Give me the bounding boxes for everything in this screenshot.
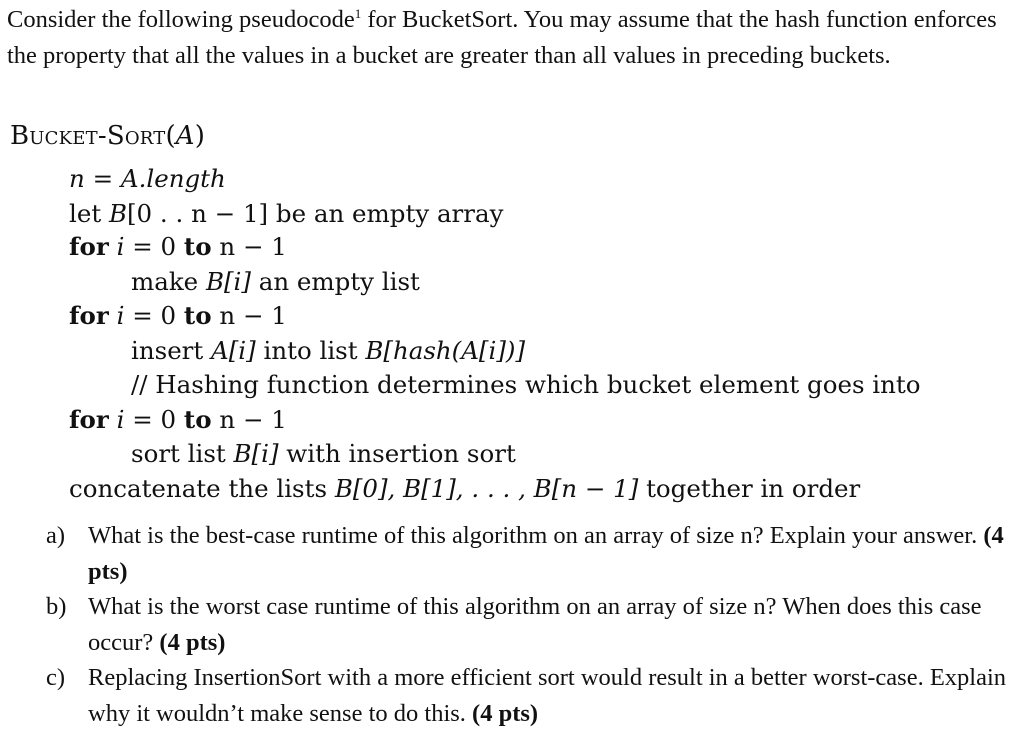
intro-paragraph bbox=[7, 2, 1012, 73]
question-list bbox=[46, 518, 1016, 731]
algorithm-title: Bucket-Sort(A) bbox=[10, 121, 206, 151]
question-text: What is the best-case runtime of this algorithm on an array of size n? Explain your answer. bbox=[88, 522, 978, 549]
footnote-marker: 1 bbox=[354, 6, 362, 21]
question-b bbox=[46, 589, 1016, 660]
question-a bbox=[46, 518, 1016, 589]
question-label: a) bbox=[46, 522, 66, 549]
question-label: c) bbox=[46, 664, 66, 691]
question-points: (4 pts) bbox=[88, 522, 1004, 585]
question-points: (4 pts) bbox=[159, 628, 226, 656]
algorithm-arg: A bbox=[175, 121, 195, 151]
question-text: Replacing InsertionSort with a more efficient sort would result in a better worst-case. Explain why it wouldn’t make sense to do this. bbox=[88, 664, 1007, 727]
intro-text: Consider the following pseudocode bbox=[7, 6, 355, 33]
intro-text-rest: for BucketSort. You may assume that the hash function enforces the property that all the values in a bucket are greater than all values in preceding buckets. bbox=[7, 6, 997, 69]
question-c bbox=[46, 660, 1016, 731]
question-label: b) bbox=[46, 593, 67, 620]
question-points: (4 pts) bbox=[472, 699, 539, 727]
question-text: What is the worst case runtime of this algorithm on an array of size n? When does this case occur? bbox=[88, 593, 982, 656]
code-comment: // Hashing function determines which bucket element goes into bbox=[131, 370, 921, 399]
algorithm-name: Bucket-Sort bbox=[10, 121, 166, 151]
